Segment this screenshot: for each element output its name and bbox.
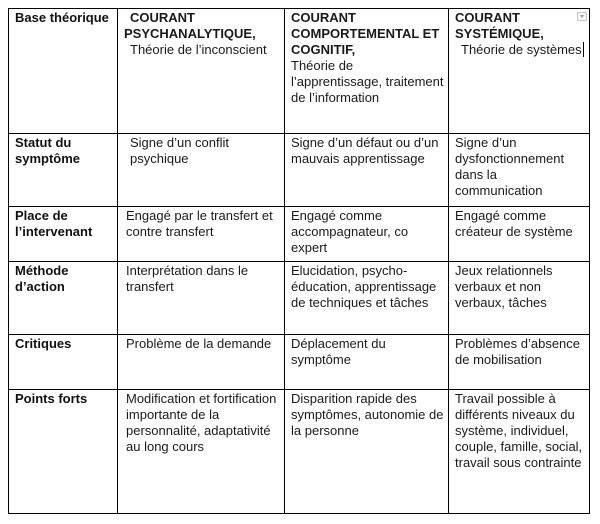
psychanalytique-title-line-1: COURANT: [130, 10, 195, 25]
systemique-subtitle-wrap: [455, 42, 585, 58]
psychanalytique-subtitle: Théorie de l’inconscient: [130, 42, 267, 57]
comparison-table: [8, 8, 590, 514]
systemique-subtitle: Théorie de systèmes: [461, 42, 582, 57]
header-row: [9, 9, 590, 134]
table-row: [9, 134, 590, 207]
cell-text: Engagé comme accompagnateur, co expert: [291, 208, 409, 255]
table-cell[interactable]: [118, 335, 285, 390]
table-cell[interactable]: [285, 207, 449, 262]
cell-text: Elucidation, psycho-éducation, apprentissage de techniques et tâches: [291, 263, 437, 310]
table-cell[interactable]: [449, 262, 590, 335]
table-cell[interactable]: [449, 390, 590, 514]
text-cursor: [583, 42, 584, 57]
table-row: [9, 335, 590, 390]
row-label-points-forts: Points forts: [15, 391, 88, 406]
row-label-cell[interactable]: [9, 390, 118, 514]
table-row: [9, 390, 590, 514]
row-label-statut: Statut du symptôme: [15, 135, 81, 166]
table-row: [9, 262, 590, 335]
table-cell[interactable]: [118, 134, 285, 207]
cell-text: Problème de la demande: [126, 336, 272, 351]
row-label-critiques: Critiques: [15, 336, 72, 351]
table-cell[interactable]: [118, 262, 285, 335]
cell-text: Interprétation dans le transfert: [126, 263, 249, 294]
cell-text: Engagé par le transfert et contre transfert: [126, 208, 273, 239]
cell-text: Signe d’un conflit psychique: [130, 135, 230, 166]
cell-text: Engagé comme créateur de système: [455, 208, 573, 239]
row-label-cell[interactable]: [9, 207, 118, 262]
row-label-cell[interactable]: [9, 134, 118, 207]
psychanalytique-title-line-2: PSYCHANALYTIQUE,: [124, 26, 256, 41]
cell-text: Déplacement du symptôme: [291, 336, 386, 367]
table-cell[interactable]: [118, 207, 285, 262]
row-label-cell[interactable]: [9, 335, 118, 390]
cell-text: Signe d’un dysfonctionnement dans la communication: [455, 135, 565, 198]
table-cell[interactable]: [449, 335, 590, 390]
cell-dropdown-arrow-icon[interactable]: [577, 12, 587, 21]
header-row-label-cell[interactable]: [9, 9, 118, 134]
comportemental-title-line-2: COMPORTEMENTAL ET COGNITIF,: [291, 26, 440, 57]
header-psychanalytique-cell[interactable]: [118, 9, 285, 134]
table-cell[interactable]: [449, 134, 590, 207]
cell-text: Signe d’un défaut ou d’un mauvais apprentissage: [291, 135, 439, 166]
table-cell[interactable]: [118, 390, 285, 514]
cell-text: Problèmes d’absence de mobilisation: [455, 336, 581, 367]
header-systemique-cell[interactable]: [449, 9, 590, 134]
systemique-title-line-2: SYSTÉMIQUE,: [455, 26, 544, 41]
comportemental-subtitle: Théorie de l’apprentissage, traitement de l’information: [291, 58, 444, 105]
base-theorique-label: Base théorique: [15, 10, 109, 25]
cell-text: Jeux relationnels verbaux et non verbaux, tâches: [455, 263, 553, 310]
row-label-cell[interactable]: [9, 262, 118, 335]
table-cell[interactable]: [285, 390, 449, 514]
row-label-methode: Méthode d’action: [15, 263, 69, 294]
cell-text: Modification et fortification importante de la personnalité, adaptativité au long cours: [126, 391, 277, 454]
table-cell[interactable]: [449, 207, 590, 262]
cell-text: Travail possible à différents niveaux du système, individuel, couple, famille, social, travail sous contrainte: [455, 391, 583, 470]
row-label-place: Place de l’intervenant: [15, 208, 93, 239]
table-cell[interactable]: [285, 262, 449, 335]
header-comportemental-cell[interactable]: [285, 9, 449, 134]
comportemental-title-line-1: COURANT: [291, 10, 356, 25]
cell-text: Disparition rapide des symptômes, autonomie de la personne: [291, 391, 444, 438]
systemique-title-line-1: COURANT: [455, 10, 520, 25]
table-cell[interactable]: [285, 134, 449, 207]
table-cell[interactable]: [285, 335, 449, 390]
table-row: [9, 207, 590, 262]
